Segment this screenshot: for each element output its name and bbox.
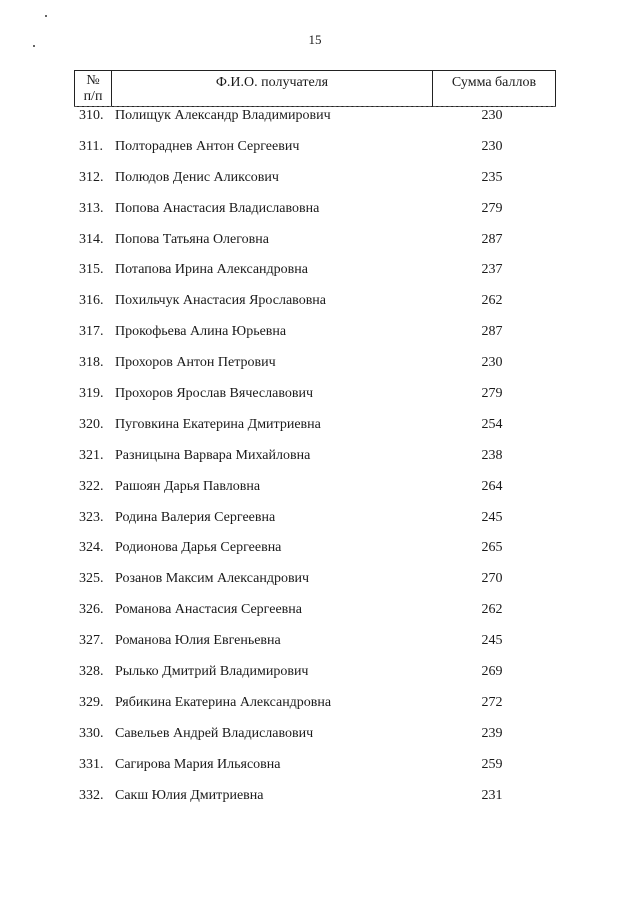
table-row — [0, 600, 640, 631]
table-row — [0, 322, 640, 353]
score-value: 265 — [481, 540, 503, 556]
row-number: 317. — [79, 324, 104, 340]
score-value: 272 — [481, 694, 503, 710]
score-value: 279 — [481, 386, 503, 402]
recipient-name: Рылько Дмитрий Владимирович — [115, 664, 309, 680]
recipient-name: Сагирова Мария Ильясовна — [115, 756, 281, 772]
table-row — [0, 662, 640, 693]
table-body — [0, 106, 640, 816]
row-number: 321. — [79, 447, 104, 463]
recipient-name: Родина Валерия Сергеевна — [115, 509, 276, 525]
table-row — [0, 477, 640, 508]
row-number: 316. — [79, 293, 104, 309]
recipient-name: Родионова Дарья Сергеевна — [115, 540, 282, 556]
recipient-name: Пуговкина Екатерина Дмитриевна — [115, 416, 321, 432]
score-value: 245 — [481, 633, 503, 649]
table-row — [0, 415, 640, 446]
recipient-name: Сакш Юлия Дмитриевна — [115, 787, 264, 803]
row-number: 312. — [79, 169, 104, 185]
table-row — [0, 384, 640, 415]
recipient-name: Разницына Варвара Михайловна — [115, 447, 311, 463]
scan-speck — [45, 15, 47, 17]
score-value: 235 — [481, 169, 503, 185]
score-value: 287 — [481, 231, 503, 247]
table-row — [0, 260, 640, 291]
table-row — [0, 538, 640, 569]
header-score-cell: Сумма баллов — [451, 75, 537, 90]
score-value: 230 — [481, 355, 503, 371]
row-number: 325. — [79, 571, 104, 587]
recipient-name: Савельев Андрей Владиславович — [115, 725, 314, 741]
score-value: 259 — [481, 756, 503, 772]
recipient-name: Романова Юлия Евгеньевна — [115, 633, 281, 649]
row-number: 315. — [79, 262, 104, 278]
recipient-name: Прохоров Антон Петрович — [115, 355, 276, 371]
recipient-name: Полищук Александр Владимирович — [115, 108, 331, 123]
recipient-name: Полюдов Денис Аликсович — [115, 169, 279, 185]
row-number: 322. — [79, 478, 104, 494]
table-row — [0, 508, 640, 539]
recipient-name: Попова Анастасия Владиславовна — [115, 200, 320, 216]
recipient-name: Похильчук Анастасия Ярославовна — [115, 293, 327, 309]
table-row — [0, 755, 640, 786]
table-row — [0, 199, 640, 230]
recipient-name: Розанов Максим Александрович — [115, 571, 310, 587]
score-value: 238 — [481, 447, 503, 463]
row-number: 319. — [79, 386, 104, 402]
row-number: 328. — [79, 664, 104, 680]
recipient-name: Прохоров Ярослав Вячеславович — [115, 386, 314, 402]
table-row — [0, 724, 640, 755]
score-value: 270 — [481, 571, 503, 587]
row-number: 324. — [79, 540, 104, 556]
row-number: 323. — [79, 509, 104, 525]
score-value: 262 — [481, 602, 503, 618]
row-number: 326. — [79, 602, 104, 618]
recipient-name: Романова Анастасия Сергеевна — [115, 602, 302, 618]
row-number: 311. — [79, 138, 103, 154]
header-num-cell — [75, 71, 112, 106]
table-row — [0, 106, 640, 137]
row-number: 318. — [79, 355, 104, 371]
table-header — [74, 70, 556, 107]
recipient-name: Рябикина Екатерина Александровна — [115, 694, 332, 710]
row-number: 329. — [79, 694, 104, 710]
table-row — [0, 693, 640, 724]
table-row — [0, 137, 640, 168]
score-value: 287 — [481, 324, 503, 340]
recipient-name: Полтораднев Антон Сергеевич — [115, 138, 300, 154]
table-row — [0, 631, 640, 662]
score-value: 237 — [481, 262, 503, 278]
header-num-label: п/п — [83, 89, 103, 104]
score-value: 254 — [481, 416, 503, 432]
table-row — [0, 230, 640, 261]
score-value: 230 — [481, 138, 503, 154]
score-value: 239 — [481, 725, 503, 741]
table-row — [0, 291, 640, 322]
table-row — [0, 353, 640, 384]
score-value: 245 — [481, 509, 503, 525]
recipient-name: Прокофьева Алина Юрьевна — [115, 324, 287, 340]
page-number: 15 — [308, 32, 322, 47]
score-value: 262 — [481, 293, 503, 309]
row-number: 330. — [79, 725, 104, 741]
row-number: 314. — [79, 231, 104, 247]
score-value: 279 — [481, 200, 503, 216]
row-number: 310. — [79, 108, 104, 123]
row-number: 331. — [79, 756, 104, 772]
table-row — [0, 786, 640, 817]
score-value: 269 — [481, 664, 503, 680]
table-row — [0, 569, 640, 600]
row-number: 320. — [79, 416, 104, 432]
row-number: 327. — [79, 633, 104, 649]
recipient-name: Рашоян Дарья Павловна — [115, 478, 261, 494]
score-value: 264 — [481, 478, 503, 494]
recipient-name: Потапова Ирина Александровна — [115, 262, 308, 278]
row-number: 332. — [79, 787, 104, 803]
recipient-name: Попова Татьяна Олеговна — [115, 231, 269, 247]
score-value: 231 — [481, 787, 503, 803]
header-name-cell: Ф.И.О. получателя — [112, 71, 433, 106]
table-row — [0, 446, 640, 477]
table-row — [0, 168, 640, 199]
header-num-symbol: № — [86, 73, 100, 88]
row-number: 313. — [79, 200, 104, 216]
score-value: 230 — [481, 108, 503, 123]
